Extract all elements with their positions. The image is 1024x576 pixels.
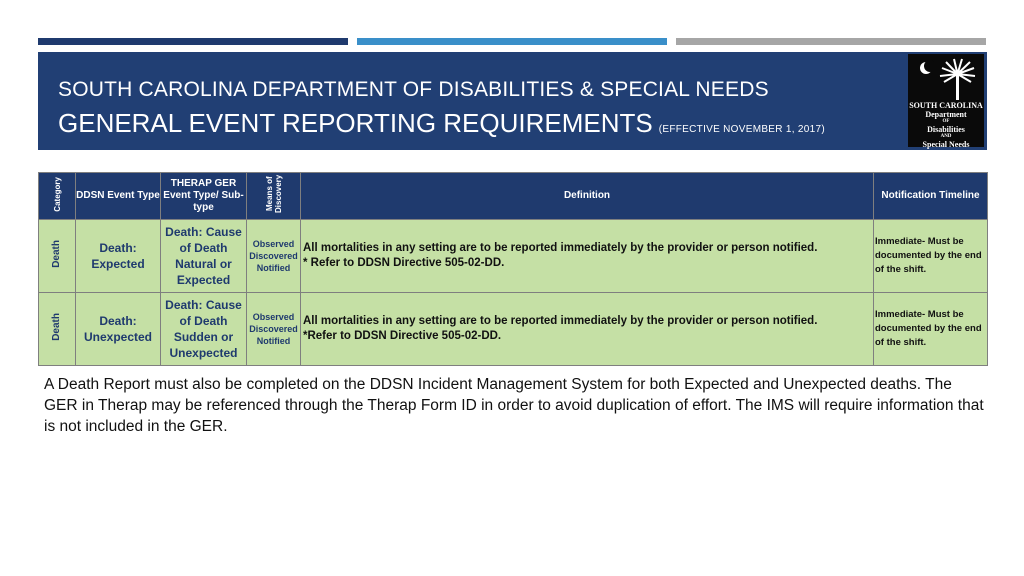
table-header-row [39,173,988,220]
definition-line-1: All mortalities in any setting are to be reported immediately by the provider or person notified. [303,315,818,327]
moon-shadow [924,60,936,72]
cell-definition [301,220,874,293]
cell-therap: Death: Cause of Death Sudden or Unexpected [161,293,247,366]
table-row [39,293,988,366]
death-report-note: A Death Report must also be completed on the DDSN Incident Management System for both Expected and Unexpected deaths. The GER in Therap may be referenced through the Therap Form ID in order to avoid duplication of effort. The IMS will require information that is not included in the GER. [44,376,984,435]
definition-line-2: * Refer to DDSN Directive 505-02-DD. [303,257,505,269]
accent-bar-blue [357,38,667,45]
header-means-label: Means of Discovery [264,174,283,214]
cell-timeline: Immediate- Must be documented by the end of the shift. [874,220,988,293]
logo-text-line: Department [925,110,967,119]
reporting-requirements-table [38,172,988,366]
cell-category [39,220,76,293]
cell-event-type: Death: Expected [76,220,161,293]
header-category [39,173,76,220]
header-event-type: DDSN Event Type [76,173,161,220]
effective-date: (EFFECTIVE NOVEMBER 1, 2017) [658,124,825,135]
sc-ddsn-logo [908,54,984,147]
logo-text-line: OF [942,119,950,124]
cell-category [39,293,76,366]
title-banner [38,52,987,150]
cell-therap: Death: Cause of Death Natural or Expected [161,220,247,293]
cell-definition [301,293,874,366]
cell-means: Observed Discovered Notified [247,220,301,293]
category-label: Death [51,240,62,268]
cell-event-type: Death: Unexpected [76,293,161,366]
title-line-1: SOUTH CAROLINA DEPARTMENT OF DISABILITIES & SPECIAL NEEDS [58,78,769,101]
logo-text-line: Special Needs [922,140,970,149]
cell-means: Observed Discovered Notified [247,293,301,366]
accent-bar-navy [38,38,348,45]
category-label: Death [51,313,62,341]
title-line-2 [58,108,825,139]
palmetto-tree-icon [938,58,978,100]
definition-line-1: All mortalities in any setting are to be reported immediately by the provider or person notified. [303,242,818,254]
header-definition: Definition [301,173,874,220]
definition-line-2: *Refer to DDSN Directive 505-02-DD. [303,330,502,342]
title-main: GENERAL EVENT REPORTING REQUIREMENTS [58,108,653,138]
header-therap: THERAP GER Event Type/ Sub-type [161,173,247,220]
logo-text-line: SOUTH CAROLINA [909,101,983,110]
table-row [39,220,988,293]
cell-timeline: Immediate- Must be documented by the end of the shift. [874,293,988,366]
logo-text [908,101,984,149]
header-category-label: Category [52,176,62,212]
accent-bar-gray [676,38,986,45]
header-means [247,173,301,220]
header-timeline: Notification Timeline [874,173,988,220]
logo-text-line: AND [940,134,952,139]
logo-text-line: Disabilities [927,125,965,134]
